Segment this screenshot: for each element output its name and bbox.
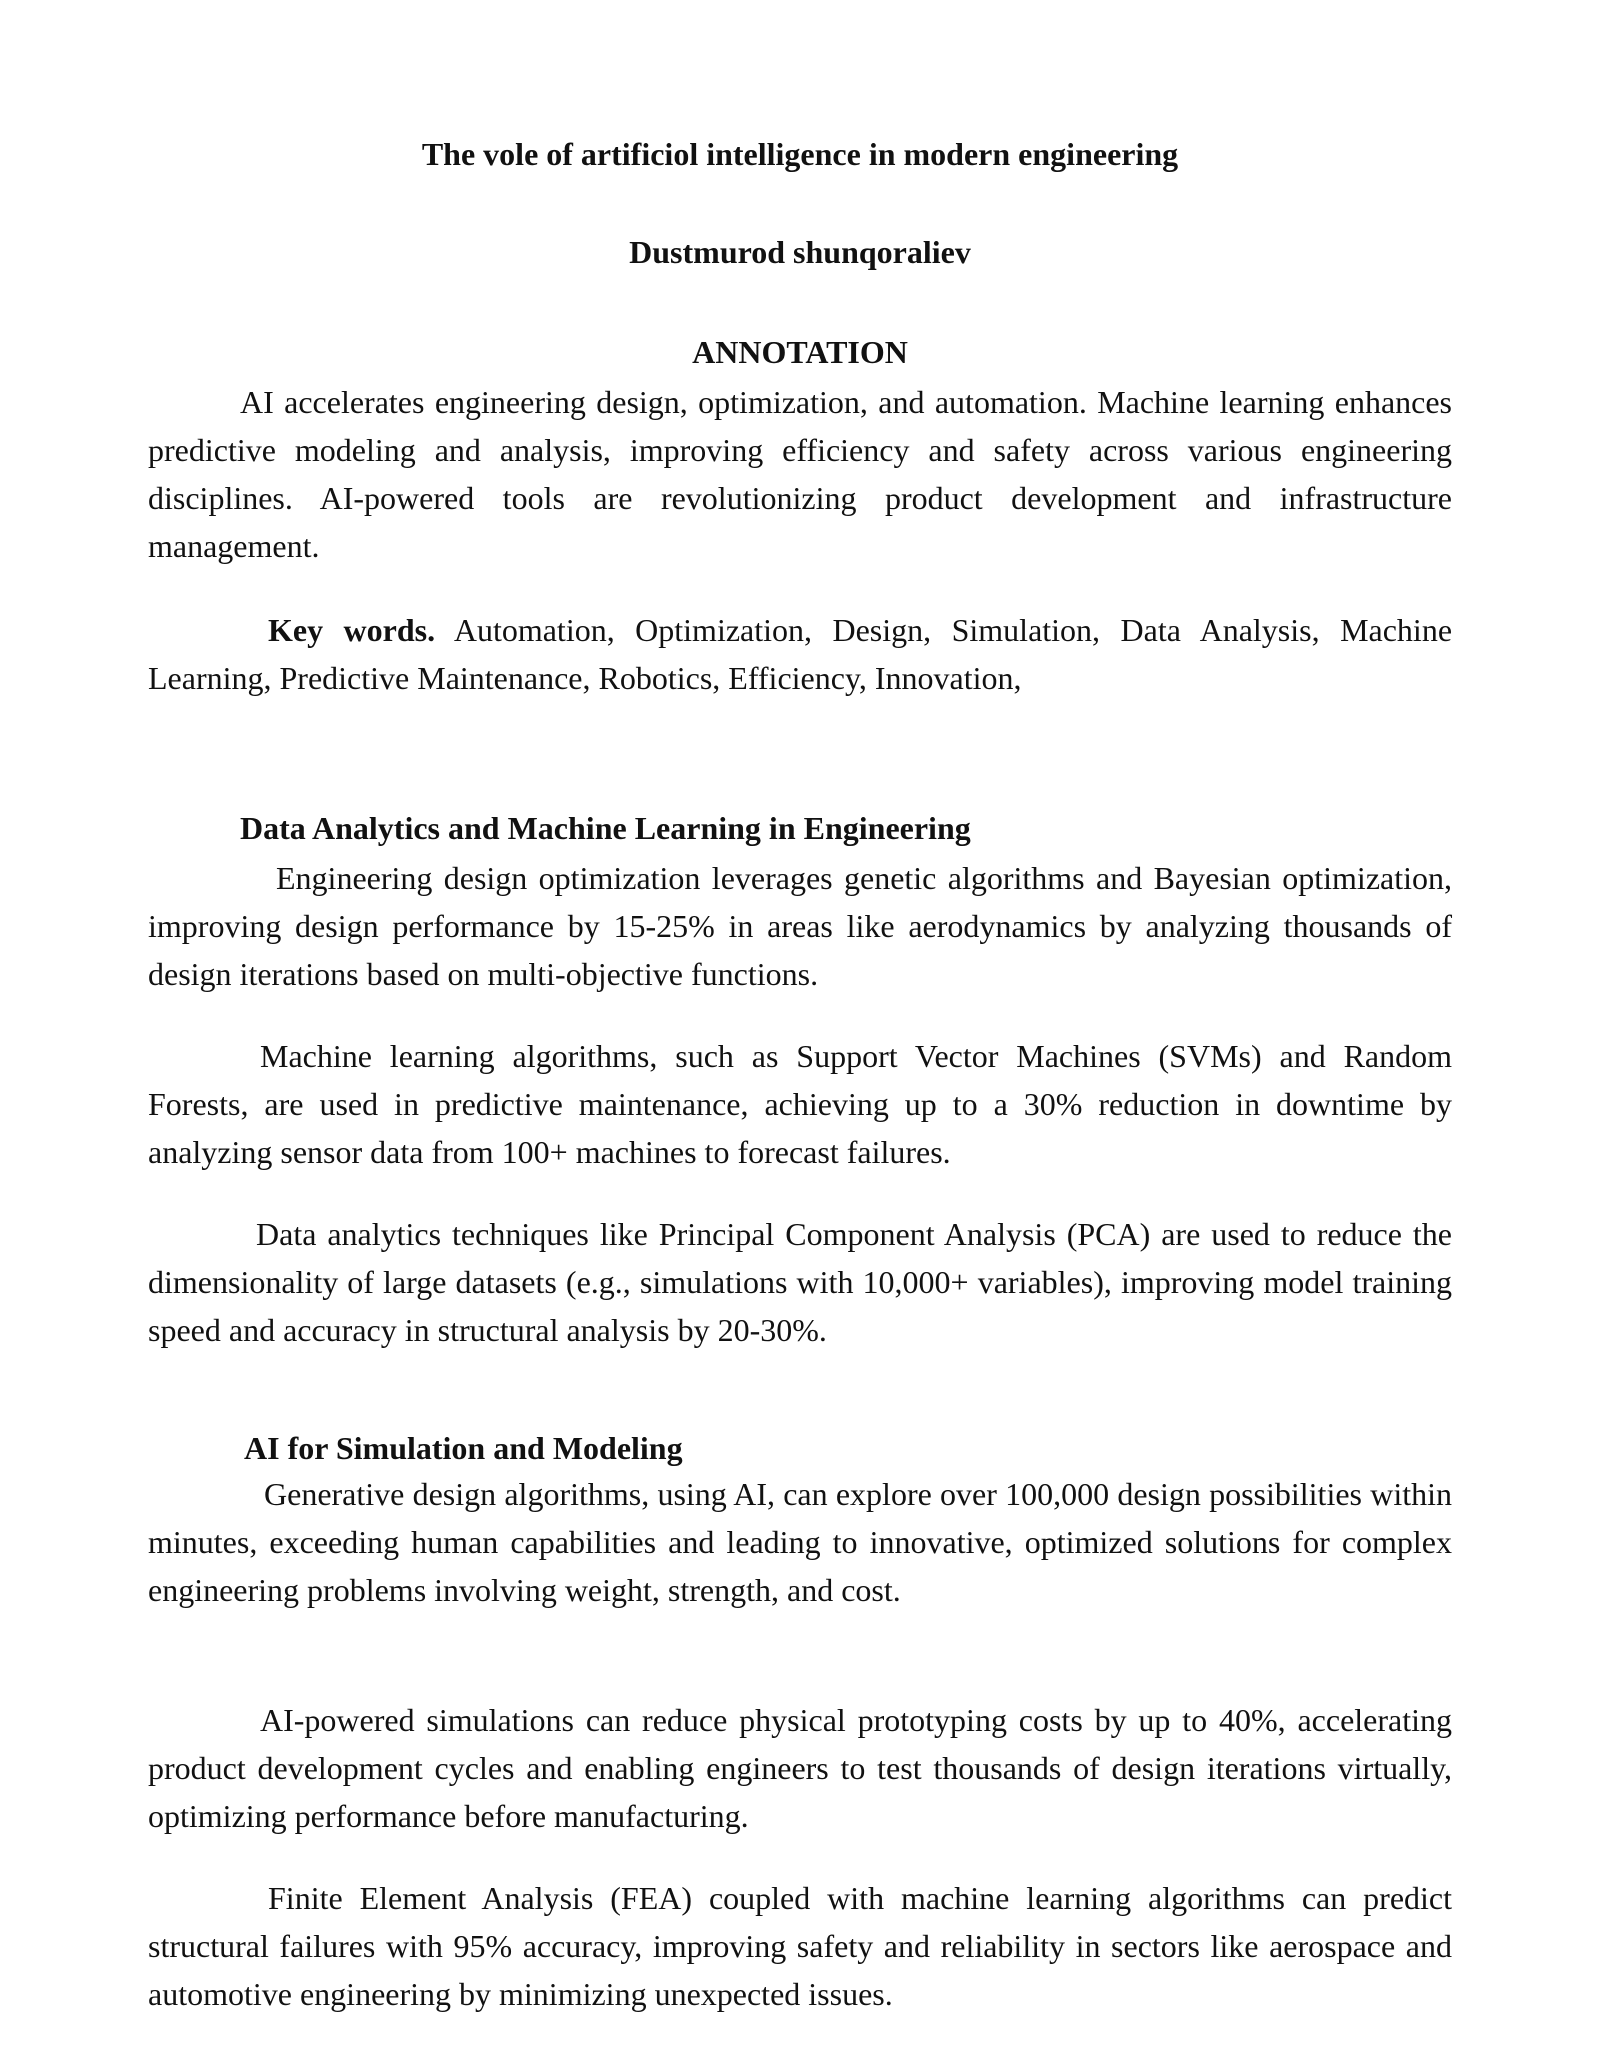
section-heading-simulation: AI for Simulation and Modeling	[244, 1430, 683, 1466]
keywords-text: Automation, Optimization, Design, Simulation, Data Analysis, Machine Learning, Predictive Maintenance, Robotics, Efficiency, Innovation,	[148, 612, 1453, 696]
section2-paragraph-1: Generative design algorithms, using AI, can explore over 100,000 design possibilities within minutes, exceeding human capabilities and leading to innovative, optimized solutions for complex engineering problems involving weight, strength, and cost.	[148, 1476, 1452, 1608]
section2-paragraph-3: Finite Element Analysis (FEA) coupled with machine learning algorithms can predict structural failures with 95% accuracy, improving safety and reliability in sectors like aerospace and automotive engineering by minimizing unexpected issues.	[148, 1880, 1452, 2012]
annotation-heading: ANNOTATION	[692, 334, 908, 370]
keywords-paragraph	[148, 606, 1452, 702]
section1-paragraph-1: Engineering design optimization leverages genetic algorithms and Bayesian optimization, improving design performance by 15-25% in areas like aerodynamics by analyzing thousands of design iterations based on multi-objective functions.	[148, 860, 1452, 992]
author-name: Dustmurod shunqoraliev	[629, 234, 971, 270]
section2-paragraph-2: AI-powered simulations can reduce physical prototyping costs by up to 40%, accelerating product development cycles and enabling engineers to test thousands of design iterations virtually, optimizing performance before manufacturing.	[148, 1702, 1452, 1834]
annotation-text: AI accelerates engineering design, optimization, and automation. Machine learning enhances predictive modeling and analysis, improving efficiency and safety across various engineering disciplines. AI-powered tools are revolutionizing product development and infrastructure management.	[148, 384, 1452, 564]
section-heading-data-analytics: Data Analytics and Machine Learning in Engineering	[240, 810, 971, 846]
keywords-label: Key words.	[268, 612, 436, 648]
section1-paragraph-2: Machine learning algorithms, such as Support Vector Machines (SVMs) and Random Forests, are used in predictive maintenance, achieving up to a 30% reduction in downtime by analyzing sensor data from 100+ machines to forecast failures.	[148, 1038, 1452, 1170]
paper-title: The vole of artificiol intelligence in modern engineering	[421, 136, 1179, 172]
section1-paragraph-3: Data analytics techniques like Principal Component Analysis (PCA) are used to reduce the dimensionality of large datasets (e.g., simulations with 10,000+ variables), improving model training speed and accuracy in structural analysis by 20-30%.	[148, 1216, 1452, 1348]
